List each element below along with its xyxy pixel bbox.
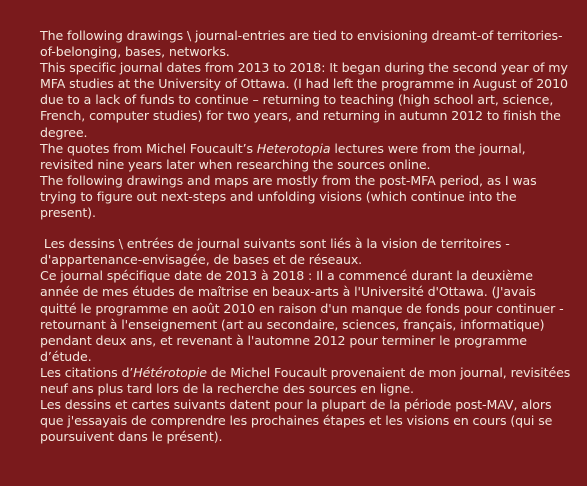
english-paragraph-4: The following drawings and maps are mostly from the post-MFA period, as I was trying to figure out next-steps and unfolding visions (which continue into the present). (40, 172, 537, 221)
french-paragraph-1: Les dessins \ entrées de journal suivants sont liés à la vision de territoires - d'appartenance-envisagée, de bases et de réseaux. (40, 236, 514, 268)
french-paragraph-4 (40, 397, 573, 445)
english-section (40, 28, 573, 221)
heterotopia-title: Heterotopia (256, 140, 331, 156)
english-p3-start: The quotes from Michel Foucault’s (40, 140, 257, 156)
english-paragraph-2: This specific journal dates from 2013 to 2018: It began during the second year of my MFA studies at the University of Ottawa. (I had left the programme in August of 2010 due to a lack of funds to continue – returning to teaching (high school art, science, French, computer studies) for two years, and returning in autumn 2012 to finish the degree. (40, 60, 568, 140)
english-paragraph-3 (40, 141, 573, 173)
english-paragraph-1: The following drawings \ journal-entries are tied to envisioning dreamt-of territories-of-belonging, bases, networks. (40, 28, 563, 60)
french-p4-text: Les dessins et cartes suivants datent pour la plupart de la période post-MAV, alors que j'essayais de comprendre les prochaines étapes et les visions en cours (qui se poursuivent dans le présent). (40, 397, 553, 445)
english-p3-end: lectures were from the journal, revisited nine years later when researching the sources online. (40, 140, 526, 172)
section-spacer (40, 221, 573, 236)
heterotopie-title: Hétérotopie (133, 364, 207, 380)
french-p3-end: de Michel Foucault provenaient de mon journal, revisitées neuf ans plus tard lors de la recherche des sources en ligne. (40, 364, 571, 396)
french-paragraph-2: Ce journal spécifique date de 2013 à 2018 : Il a commencé durant la deuxième année de mes études de maîtrise en beaux-arts à l'Université d'Ottawa. (J'avais quitté le programme en août 2010 en raison d'un manque de fonds pour continuer - retournant à l'enseignement (art au secondaire, sciences, français, informatique) pendant deux ans, et revenant à l'automne 2012 pour terminer le programme d’étude. (40, 268, 564, 364)
french-p3-start: Les citations d’ (40, 364, 134, 380)
french-paragraph-3 (40, 365, 573, 397)
french-section (40, 236, 573, 445)
